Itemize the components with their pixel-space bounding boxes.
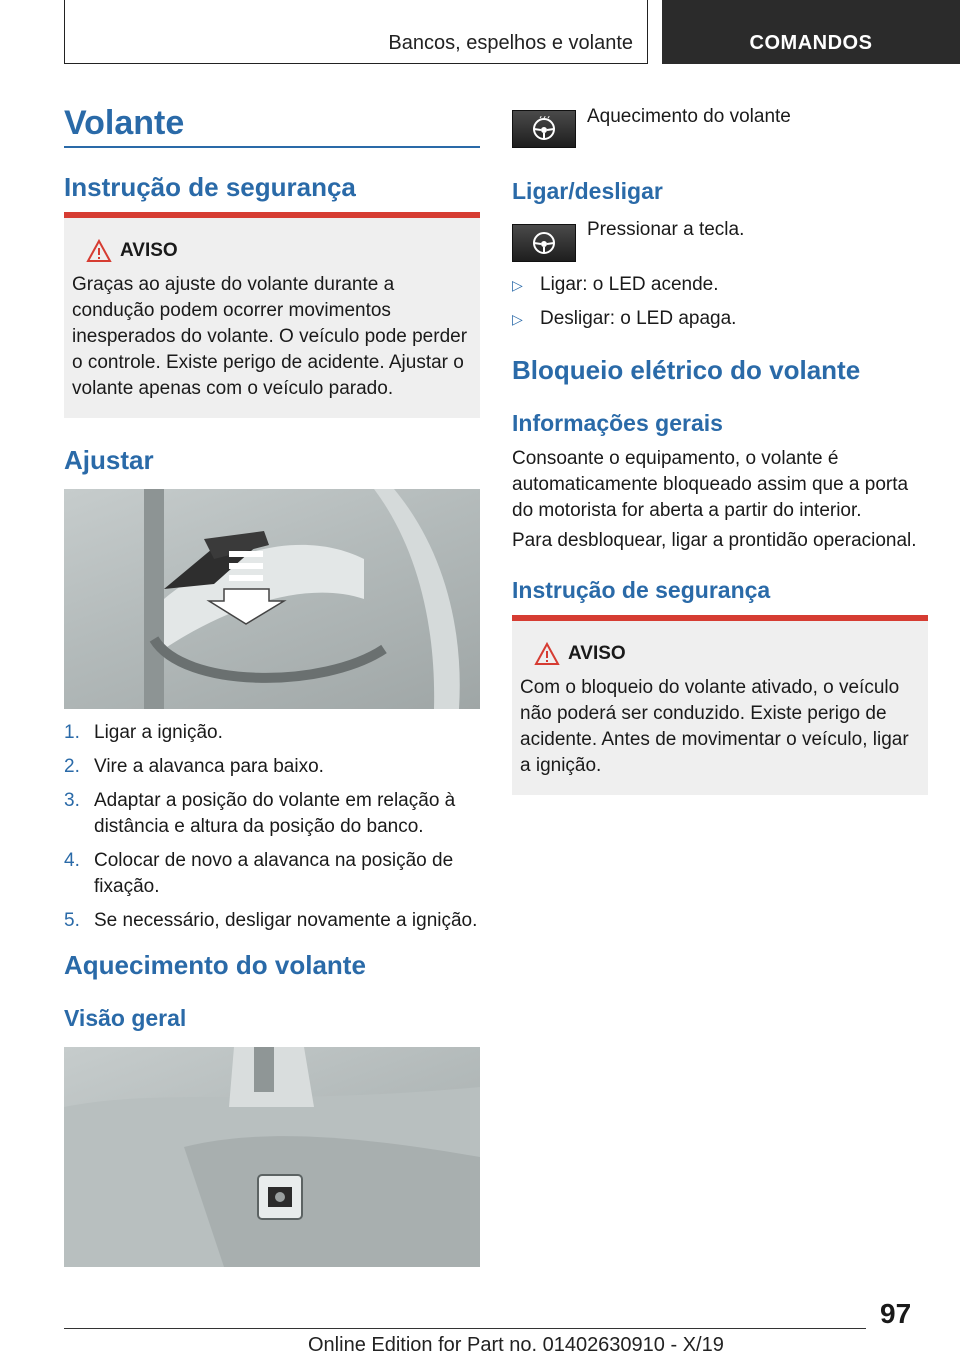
step-item: 2. Vire a alavanca para baixo. <box>64 756 324 777</box>
step-item: 5. Se necessário, desligar novamente a ignição. <box>64 910 478 931</box>
steering-heat-key[interactable] <box>512 110 576 148</box>
warning-box-right <box>512 615 928 795</box>
triangle-bullet-icon: ▷ <box>512 277 523 293</box>
triangle-bullet-icon: ▷ <box>512 311 523 327</box>
page-number: 97 <box>880 1298 912 1329</box>
list-item: ▷ Ligar: o LED acende. <box>512 272 928 298</box>
warning-text: Com o bloqueio do volante ativado, o veículo não poderá ser conduzido. Existe perigo de acidente. Antes de movimentar o veículo, ligar a ignição. <box>520 677 909 776</box>
onoff-heading: Ligar/desligar <box>512 178 663 204</box>
heating-label: Aquecimento do volante <box>587 106 791 127</box>
steering-lever-illustration <box>64 489 480 709</box>
footer-edition: Online Edition for Part no. 01402630910 - X/19 <box>308 1334 724 1356</box>
adjust-heading: Ajustar <box>64 445 154 475</box>
warning-triangle-icon <box>534 641 560 667</box>
page-title: Volante <box>64 104 185 142</box>
heating-heading: Aquecimento do volante <box>64 950 366 980</box>
lock-heading: Bloqueio elétrico do volante <box>512 355 861 385</box>
step-item: 3. Adaptar a posição do volante em relação à distância e altura da posição do banco. <box>64 790 456 837</box>
warning-label: AVISO <box>568 643 626 664</box>
overview-heading: Visão geral <box>64 1005 187 1031</box>
onoff-bullets <box>512 272 928 340</box>
header-section-title: Bancos, espelhos e volante <box>64 0 648 64</box>
step-item: 4. Colocar de novo a alavanca na posição de fixação. <box>64 850 454 897</box>
heating-button-drawing <box>64 1047 480 1267</box>
warning-header <box>520 641 920 667</box>
safety-heading-left: Instrução de segurança <box>64 172 356 202</box>
warning-text: Graças ao ajuste do volante durante a condução podem ocorrer movimentos inesperados do volante. O veículo pode perder o controle. Existe perigo de acidente. Ajustar o volante apenas com o veículo parado. <box>72 274 468 399</box>
warning-header <box>72 238 472 264</box>
adjust-steps <box>64 720 480 942</box>
warning-triangle-icon <box>86 238 112 264</box>
general-text: Consoante o equipamento, o volante é automaticamente bloqueado assim que a porta do motorista for aberta a partir do interior. <box>512 448 909 521</box>
unlock-text: Para desbloquear, ligar a prontidão operacional. <box>512 530 917 551</box>
general-heading: Informações gerais <box>512 410 723 436</box>
steering-heat-key[interactable] <box>512 224 576 262</box>
header-chapter: COMANDOS <box>662 0 960 64</box>
warning-label: AVISO <box>120 240 178 261</box>
steering-lever-drawing <box>64 489 480 709</box>
safety-heading-right: Instrução de segurança <box>512 577 771 603</box>
warning-box-left <box>64 212 480 418</box>
footer-rule <box>64 1328 866 1329</box>
heating-button-illustration <box>64 1047 480 1267</box>
step-item: 1. Ligar a ignição. <box>64 722 223 743</box>
title-rule <box>64 146 480 148</box>
press-key-text: Pressionar a tecla. <box>587 219 745 240</box>
steering-wheel-heating-icon <box>531 230 557 256</box>
steering-wheel-heating-icon <box>531 116 557 142</box>
list-item: ▷ Desligar: o LED apaga. <box>512 306 928 332</box>
